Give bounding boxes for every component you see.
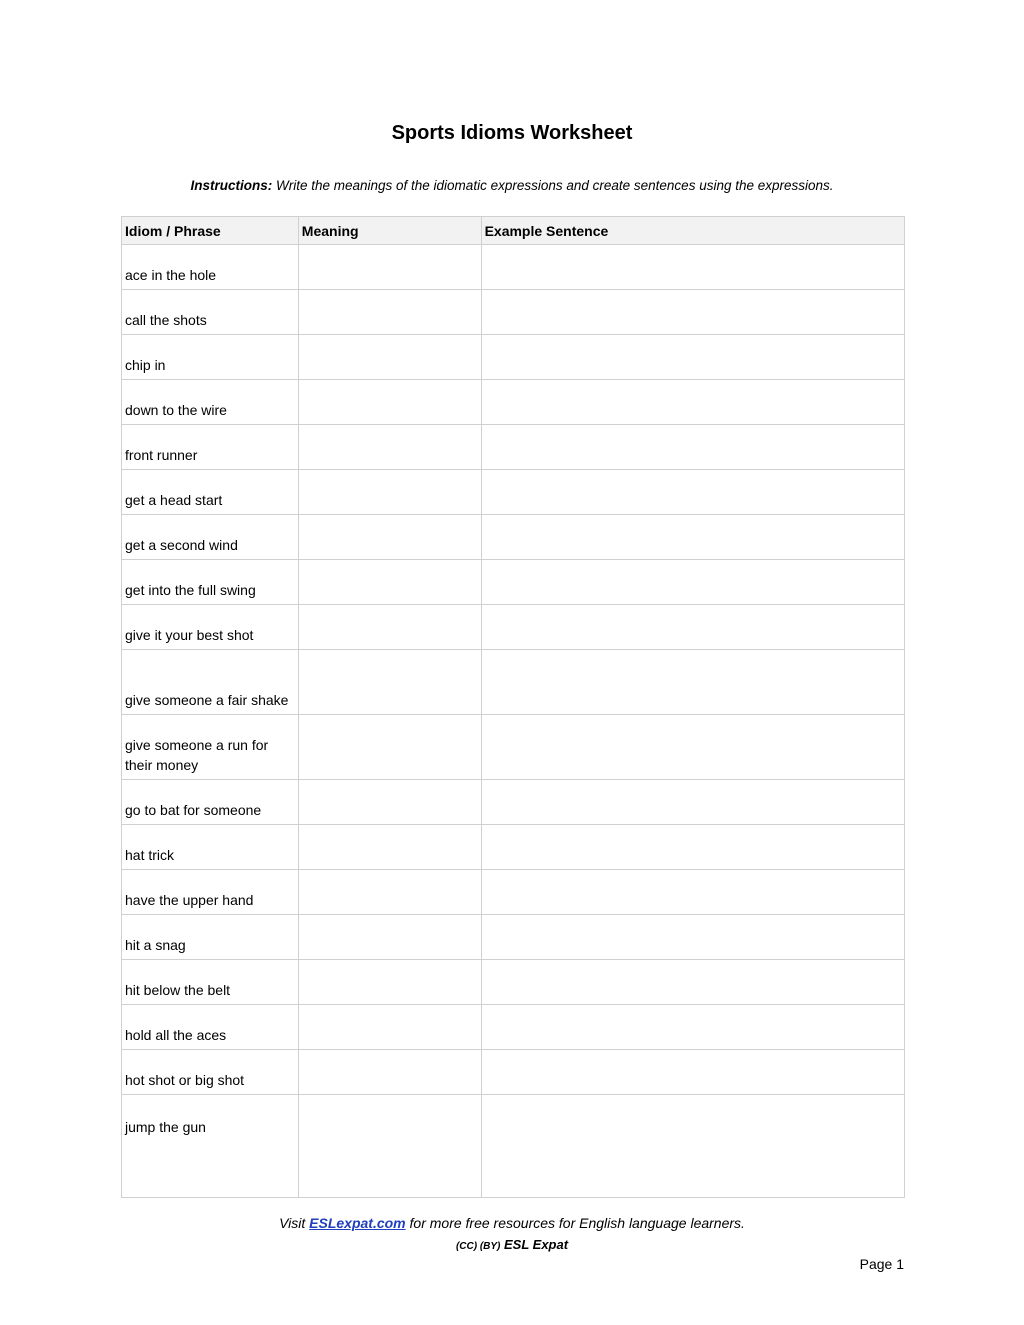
- table-row: [122, 650, 905, 715]
- idiom-cell: have the upper hand: [122, 870, 299, 915]
- table-row: [122, 715, 905, 780]
- example-cell[interactable]: [481, 715, 904, 780]
- idiom-cell: call the shots: [122, 290, 299, 335]
- table-header-row: [122, 217, 905, 245]
- table-row: [122, 825, 905, 870]
- eslexpat-link[interactable]: ESLexpat.com: [309, 1215, 406, 1231]
- meaning-cell[interactable]: [298, 605, 481, 650]
- idiom-cell: front runner: [122, 425, 299, 470]
- idiom-cell: jump the gun: [122, 1095, 299, 1198]
- instructions-text: Write the meanings of the idiomatic expressions and create sentences using the expressions.: [272, 178, 834, 193]
- table-row: [122, 245, 905, 290]
- table-row: [122, 1005, 905, 1050]
- meaning-cell[interactable]: [298, 715, 481, 780]
- example-cell[interactable]: [481, 380, 904, 425]
- meaning-cell[interactable]: [298, 560, 481, 605]
- meaning-cell[interactable]: [298, 650, 481, 715]
- example-cell[interactable]: [481, 290, 904, 335]
- example-cell[interactable]: [481, 605, 904, 650]
- meaning-cell[interactable]: [298, 470, 481, 515]
- example-cell[interactable]: [481, 780, 904, 825]
- table-row: [122, 425, 905, 470]
- meaning-cell[interactable]: [298, 1005, 481, 1050]
- header-meaning: Meaning: [298, 217, 481, 245]
- meaning-cell[interactable]: [298, 825, 481, 870]
- example-cell[interactable]: [481, 560, 904, 605]
- example-cell[interactable]: [481, 1005, 904, 1050]
- meaning-cell[interactable]: [298, 245, 481, 290]
- example-cell[interactable]: [481, 960, 904, 1005]
- idiom-cell: get into the full swing: [122, 560, 299, 605]
- table-row: [122, 560, 905, 605]
- page-number: Page 1: [859, 1256, 904, 1272]
- license-marks: (CC) (BY): [455, 1241, 501, 1252]
- example-cell[interactable]: [481, 245, 904, 290]
- meaning-cell[interactable]: [298, 515, 481, 560]
- example-cell[interactable]: [481, 1095, 904, 1198]
- idiom-cell: get a second wind: [122, 515, 299, 560]
- idiom-cell: hat trick: [122, 825, 299, 870]
- example-cell[interactable]: [481, 1050, 904, 1095]
- meaning-cell[interactable]: [298, 870, 481, 915]
- table-row: [122, 915, 905, 960]
- idiom-cell: go to bat for someone: [122, 780, 299, 825]
- idiom-cell: get a head start: [122, 470, 299, 515]
- idiom-cell: ace in the hole: [122, 245, 299, 290]
- license-owner: ESL Expat: [504, 1237, 569, 1252]
- table-row: [122, 870, 905, 915]
- example-cell[interactable]: [481, 425, 904, 470]
- meaning-cell[interactable]: [298, 780, 481, 825]
- meaning-cell[interactable]: [298, 335, 481, 380]
- idiom-cell: hold all the aces: [122, 1005, 299, 1050]
- meaning-cell[interactable]: [298, 290, 481, 335]
- idioms-table: [121, 216, 905, 1198]
- idiom-cell: give someone a fair shake: [122, 650, 299, 715]
- idiom-cell: give it your best shot: [122, 605, 299, 650]
- example-cell[interactable]: [481, 470, 904, 515]
- instructions: [0, 178, 1024, 193]
- example-cell[interactable]: [481, 915, 904, 960]
- meaning-cell[interactable]: [298, 380, 481, 425]
- idiom-cell: hit a snag: [122, 915, 299, 960]
- table-row: [122, 605, 905, 650]
- table-row: [122, 1050, 905, 1095]
- table-row: [122, 960, 905, 1005]
- page-title: Sports Idioms Worksheet: [391, 122, 633, 144]
- example-cell[interactable]: [481, 515, 904, 560]
- table-row: [122, 780, 905, 825]
- license-line: [0, 1237, 1024, 1252]
- idiom-cell: hot shot or big shot: [122, 1050, 299, 1095]
- meaning-cell[interactable]: [298, 1050, 481, 1095]
- instructions-lead: Instructions:: [190, 178, 273, 193]
- table-row: [122, 470, 905, 515]
- example-cell[interactable]: [481, 870, 904, 915]
- footer-prefix: Visit: [279, 1215, 310, 1231]
- meaning-cell[interactable]: [298, 1095, 481, 1198]
- footer-suffix: for more free resources for English language learners.: [405, 1215, 745, 1231]
- example-cell[interactable]: [481, 650, 904, 715]
- header-example: Example Sentence: [481, 217, 904, 245]
- table-row: [122, 335, 905, 380]
- example-cell[interactable]: [481, 825, 904, 870]
- header-idiom: Idiom / Phrase: [122, 217, 299, 245]
- meaning-cell[interactable]: [298, 960, 481, 1005]
- table-row: [122, 1095, 905, 1198]
- meaning-cell[interactable]: [298, 915, 481, 960]
- idiom-cell: hit below the belt: [122, 960, 299, 1005]
- example-cell[interactable]: [481, 335, 904, 380]
- idiom-cell: give someone a run for their money: [122, 715, 299, 780]
- table-row: [122, 290, 905, 335]
- idiom-cell: down to the wire: [122, 380, 299, 425]
- table-row: [122, 515, 905, 560]
- footer-note: [0, 1215, 1024, 1231]
- meaning-cell[interactable]: [298, 425, 481, 470]
- idiom-cell: chip in: [122, 335, 299, 380]
- table-row: [122, 380, 905, 425]
